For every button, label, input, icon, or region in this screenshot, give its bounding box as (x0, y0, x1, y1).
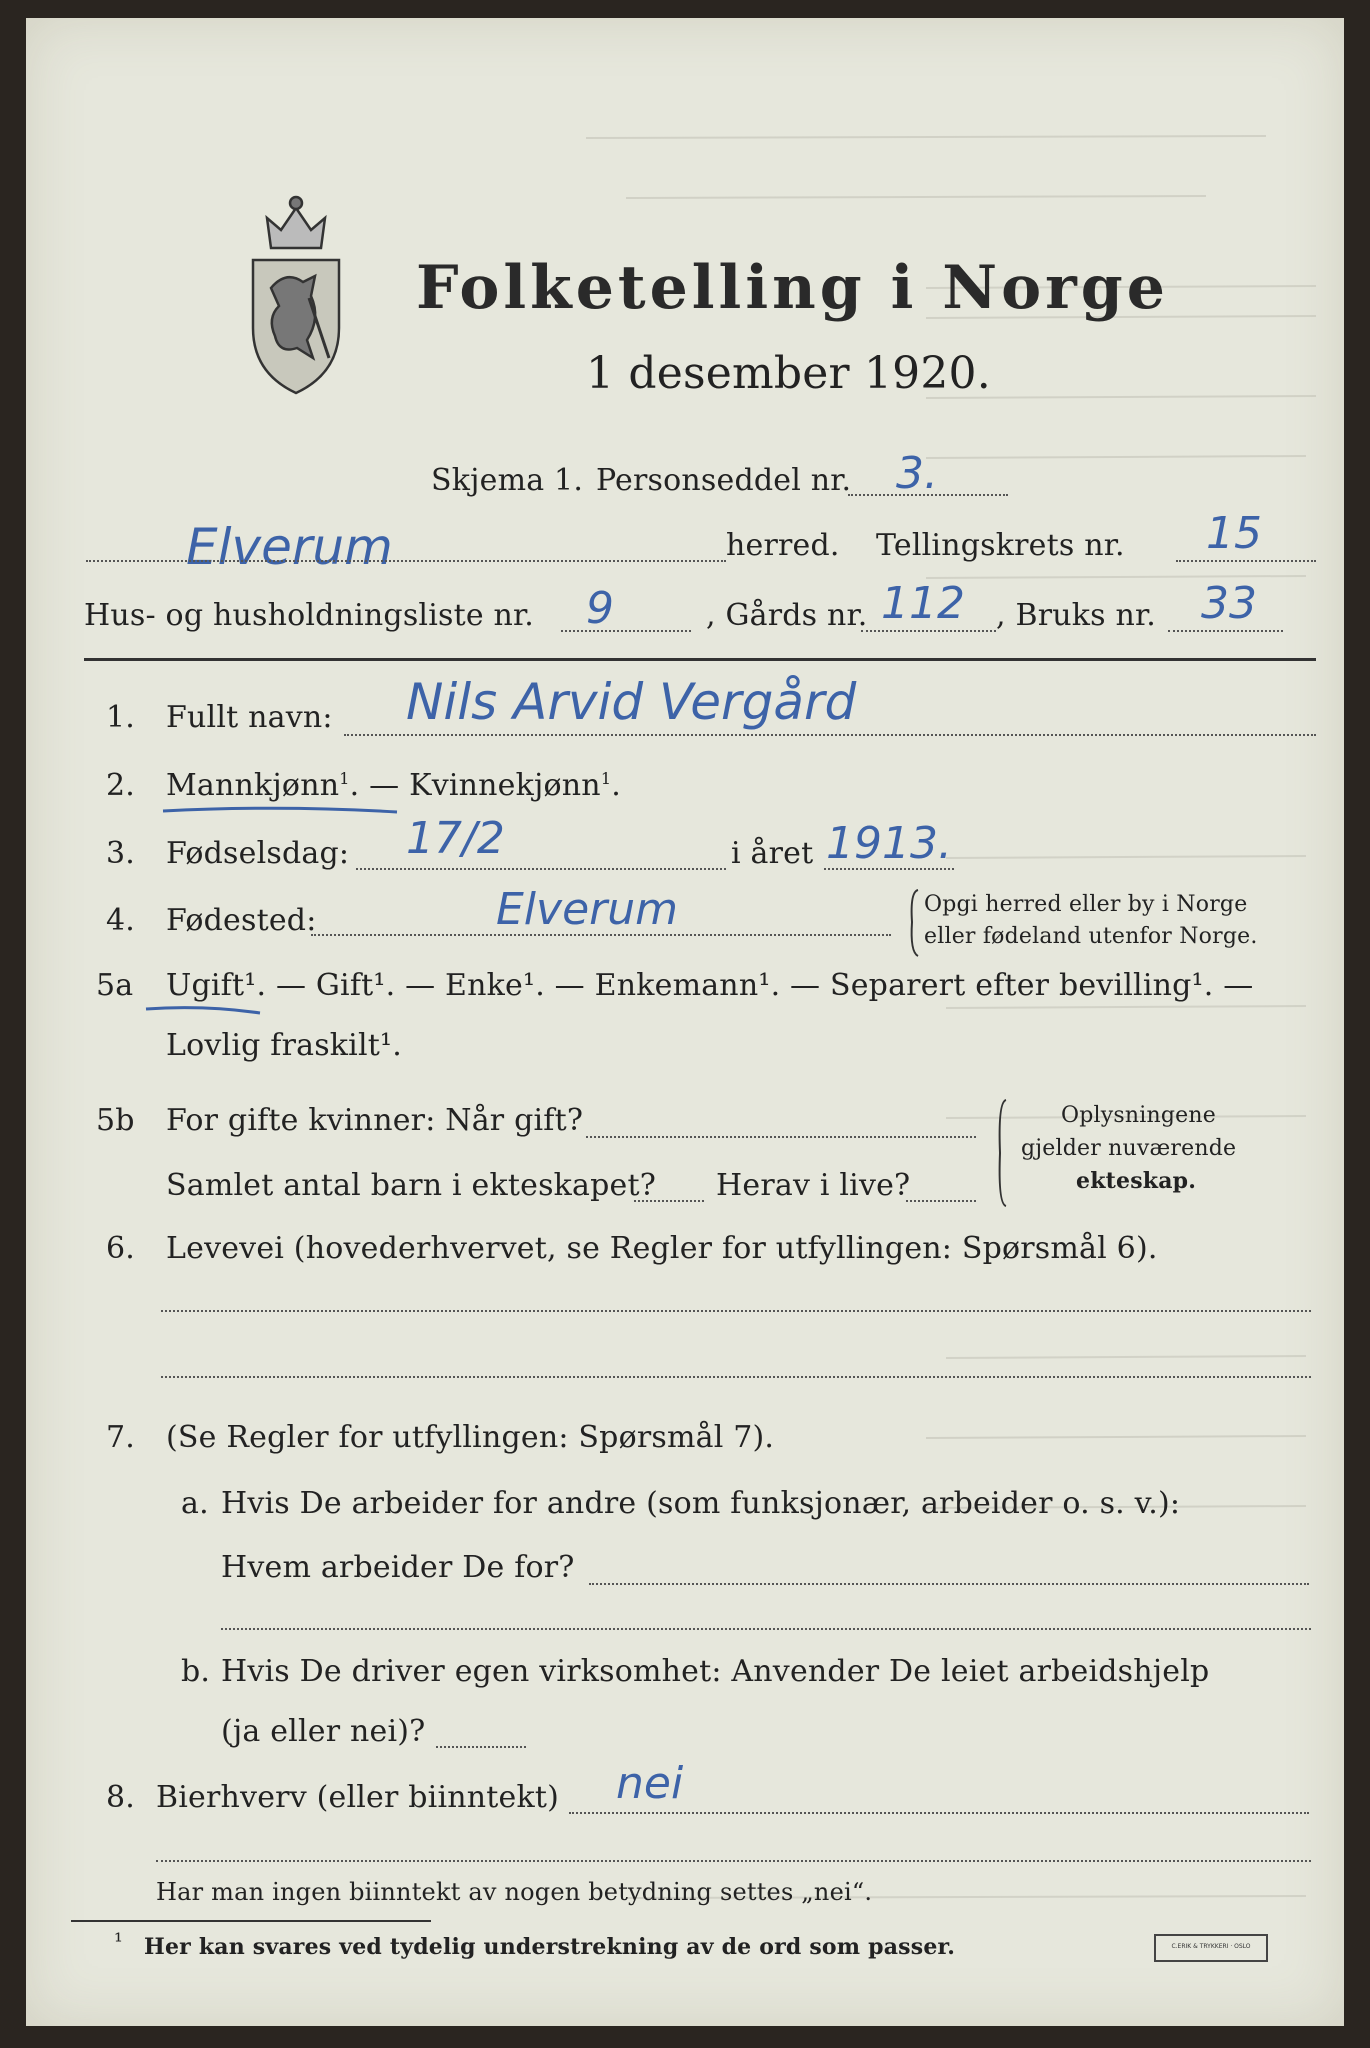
q7b-letter: b. (181, 1654, 211, 1689)
q4-label: Fødested: (166, 903, 317, 938)
q1-number: 1. (106, 700, 136, 735)
side-income-label: Bierhverv (eller biinntekt) (156, 1780, 560, 1815)
footnote-text: Her kan svares ved tydelig understrekning av de ord som passer. (144, 1934, 956, 1960)
bruks-line (1168, 630, 1283, 632)
employer-line-2 (221, 1628, 1311, 1630)
q7-number: 7. (106, 1420, 136, 1455)
q2-number: 2. (106, 768, 136, 803)
q6-number: 6. (106, 1231, 136, 1266)
q8-number: 8. (106, 1780, 136, 1815)
birth-year-value[interactable]: 1913. (826, 818, 952, 869)
year-label: i året (731, 836, 814, 871)
marriage-note-3: ekteskap. (1076, 1168, 1197, 1194)
footnote-mark: ¹ (114, 1930, 124, 1955)
male-option[interactable]: Mannkjønn (166, 768, 340, 803)
male-footnote-mark: 1 (339, 769, 350, 788)
female-option-dot: . (611, 768, 621, 803)
footnote-divider (71, 1920, 431, 1922)
male-option-dot: . (349, 768, 360, 803)
q1-line (344, 734, 1316, 736)
birthplace-note-brace (908, 888, 920, 958)
side-income-line (569, 1812, 1309, 1814)
census-form-page (26, 18, 1344, 2026)
hired-help-label: (ja eller nei)? (221, 1714, 426, 1749)
children-total-line (634, 1200, 704, 1202)
q4-number: 4. (106, 903, 136, 938)
gards-value[interactable]: 112 (881, 578, 965, 629)
ugift-underline-mark (144, 1003, 264, 1019)
employer-label: Hvem arbeider De for? (221, 1550, 575, 1585)
when-married-label: For gifte kvinner: Når gift? (166, 1103, 584, 1138)
birthdate-line (356, 868, 726, 870)
sex-options (166, 768, 621, 803)
q7a-text: Hvis De arbeider for andre (som funksjonær, arbeider o. s. v.): (221, 1486, 1181, 1521)
form-title: Folketelling i Norge (416, 253, 1169, 323)
schema-label: Skjema 1. (431, 463, 584, 498)
husholdningsliste-line (561, 630, 691, 632)
header-divider (84, 658, 1316, 661)
occupation-label: Levevei (hovederhvervet, se Regler for utfyllingen: Spørsmål 6). (166, 1231, 1158, 1266)
personseddel-label: Personseddel nr. (596, 463, 852, 498)
when-married-line (586, 1136, 976, 1138)
printer-stamp (1154, 1934, 1268, 1962)
herred-line (86, 560, 726, 562)
tellingskrets-line (1176, 560, 1316, 562)
census-date: 1 desember 1920. (586, 348, 991, 399)
hired-help-line (436, 1746, 526, 1748)
q3-label: Fødselsdag: (166, 836, 350, 871)
tellingskrets-value[interactable]: 15 (1206, 508, 1262, 559)
female-option[interactable]: Kvinnekjønn (409, 768, 601, 803)
printer-stamp-text: C.ERIK & TRYKKERI · OSLO (1171, 1943, 1251, 1950)
bruks-value[interactable]: 33 (1201, 578, 1257, 629)
husholdningsliste-label: Hus- og husholdningsliste nr. (84, 598, 535, 633)
gards-label: , Gårds nr. (706, 598, 868, 633)
q5a-number: 5a (96, 968, 134, 1003)
tellingskrets-label: Tellingskrets nr. (876, 528, 1125, 563)
marital-status-options-2[interactable]: Lovlig fraskilt¹. (166, 1028, 402, 1063)
q7a-letter: a. (181, 1486, 209, 1521)
birthplace-note-2: eller fødeland utenfor Norge. (924, 924, 1258, 949)
birthplace-note-1: Opgi herred eller by i Norge (924, 892, 1248, 917)
full-name-value[interactable]: Nils Arvid Vergård (406, 673, 857, 731)
occupation-line-1 (161, 1310, 1311, 1312)
q5b-number: 5b (96, 1103, 135, 1138)
birthplace-value[interactable]: Elverum (496, 884, 678, 935)
norwegian-coat-of-arms-icon (241, 178, 351, 398)
marital-status-options[interactable]: Ugift¹. — Gift¹. — Enke¹. — Enkemann¹. — Separert efter bevilling¹. — (166, 968, 1254, 1003)
q7b-text: Hvis De driver egen virksomhet: Anvender De leiet arbeidshjelp (221, 1654, 1210, 1689)
children-alive-label: Herav i live? (716, 1168, 911, 1203)
q1-label: Fullt navn: (166, 700, 333, 735)
marriage-note-brace (996, 1098, 1008, 1208)
children-total-label: Samlet antal barn i ekteskapet? (166, 1168, 657, 1203)
children-alive-line (906, 1200, 976, 1202)
side-income-value[interactable]: nei (616, 1758, 684, 1809)
q7-label: (Se Regler for utfyllingen: Spørsmål 7). (166, 1420, 775, 1455)
marriage-note-1: Oplysningene (1061, 1103, 1216, 1128)
male-underline-mark (161, 803, 401, 817)
bruks-label: , Bruks nr. (996, 598, 1156, 633)
female-footnote-mark: 1 (600, 769, 612, 788)
occupation-line-2 (161, 1376, 1311, 1378)
marriage-note-2: gjelder nuværende (1021, 1136, 1237, 1161)
birthdate-value[interactable]: 17/2 (406, 813, 505, 864)
personseddel-value[interactable]: 3. (896, 448, 938, 499)
herred-value[interactable]: Elverum (186, 518, 393, 576)
herred-label: herred. (726, 528, 840, 563)
side-income-line-2 (156, 1860, 1311, 1862)
q3-number: 3. (106, 836, 136, 871)
sex-separator: — (369, 768, 400, 803)
gards-line (861, 630, 996, 632)
no-income-instruction: Har man ingen biinntekt av nogen betydning settes „nei“. (156, 1878, 873, 1906)
employer-line-1 (589, 1583, 1309, 1585)
husholdningsliste-value[interactable]: 9 (586, 583, 614, 634)
